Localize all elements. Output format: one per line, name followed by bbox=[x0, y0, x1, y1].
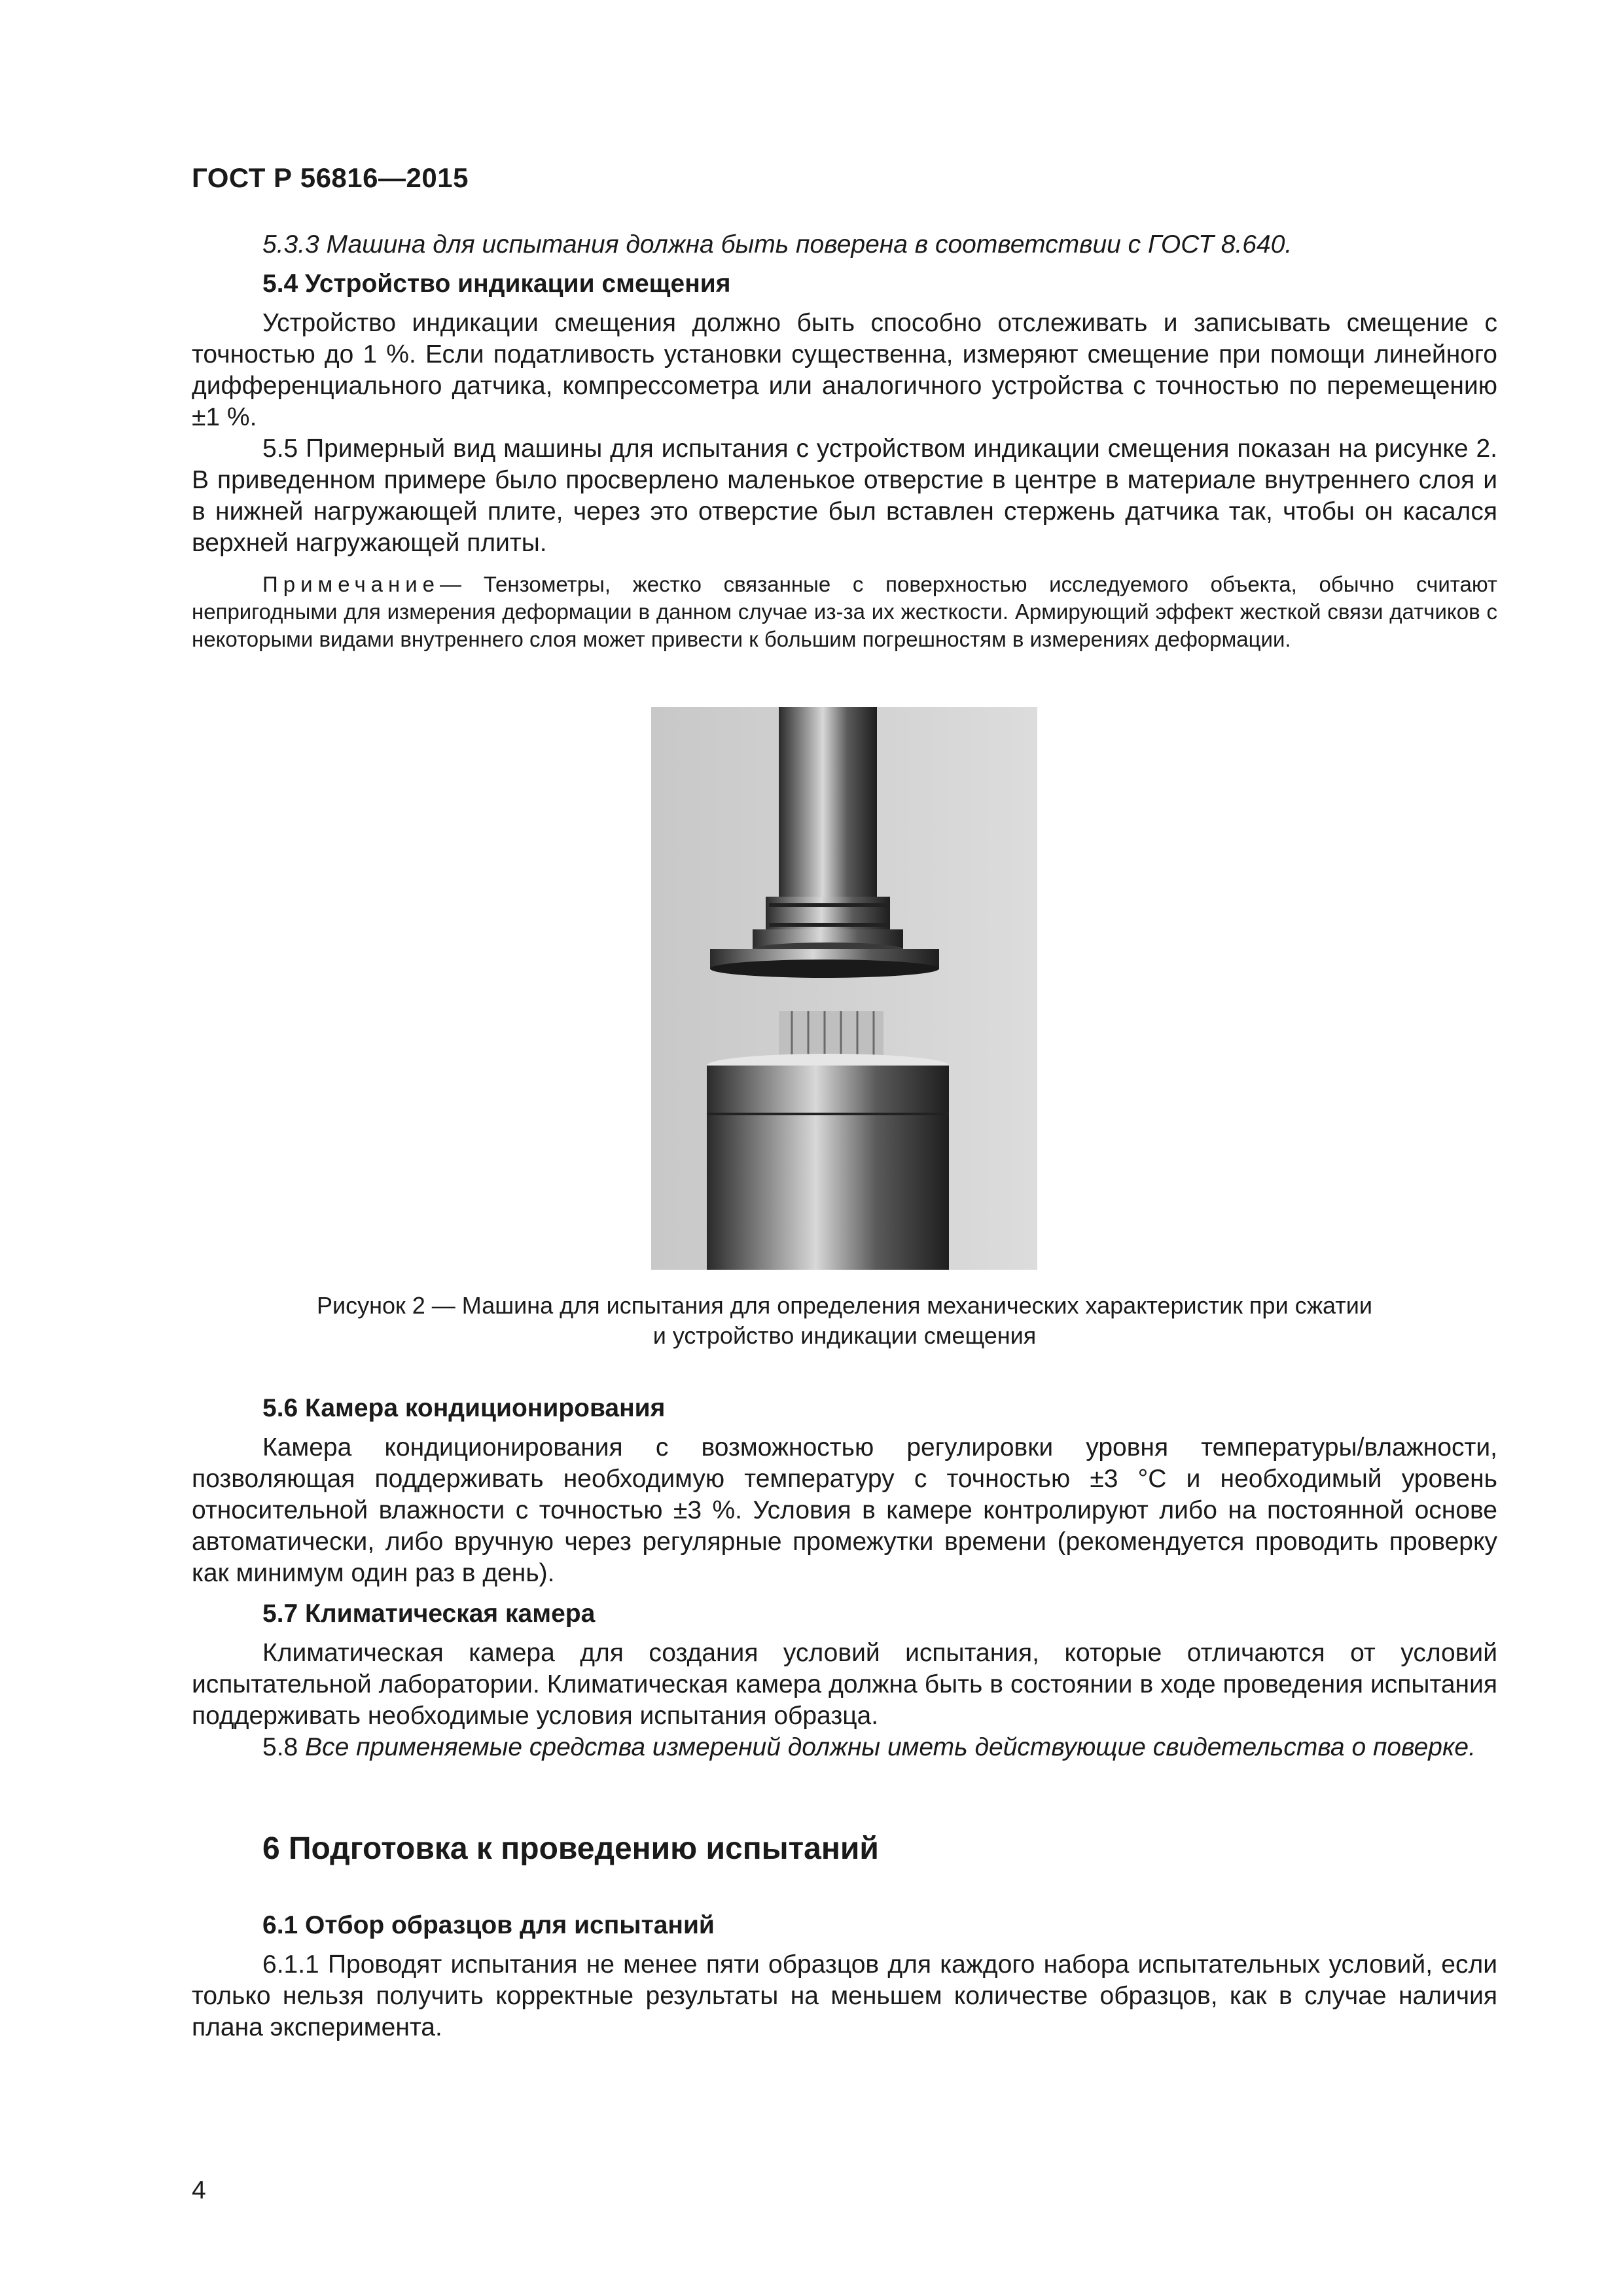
clause-5-8-number: 5.8 bbox=[262, 1733, 298, 1761]
note-paragraph bbox=[192, 571, 1497, 653]
testing-machine-illustration bbox=[651, 707, 1037, 1270]
caption-line-1: Рисунок 2 — Машина для испытания для определения механических характеристик при сжатии bbox=[317, 1292, 1372, 1319]
section-6 bbox=[192, 1829, 1497, 1869]
note-text: — Тензометры, жестко связанные с поверхностью исследуемого объекта, обычно считают непригодными для измерения деформации в данном случае из-за их жесткости. Армирующий эффект жесткой связи датчиков с некоторыми видами внутреннего слоя может привести к большим погрешностям в измерениях деформации. bbox=[192, 572, 1497, 651]
paragraph-5-3-3: 5.3.3 Машина для испытания должна быть поверена в соответствии с ГОСТ 8.640. bbox=[262, 230, 1293, 259]
paragraph-5-6: Камера кондиционирования с возможностью регулировки уровня температуры/влажности, позволяющая поддерживать необходимую температуру с точностью ±3 °С и необходимый уровень относительной влажности с точностью ±3 %. Условия в камере контролируют либо на постоянной основе автоматически, либо вручную через регулярные промежутки времени (рекомендуется проводить проверку как минимум один раз в день). bbox=[192, 1433, 1497, 1587]
heading-6-1: 6.1 Отбор образцов для испытаний bbox=[262, 1911, 715, 1939]
paragraph-5-5: 5.5 Примерный вид машины для испытания с устройством индикации смещения показан на рисунке 2. В приведенном примере было просверлено маленькое отверстие в центре в материале внутреннего слоя и в нижней нагружающей плите, через это отверстие был вставлен стержень датчика так, чтобы он касался верхней нагружающей плиты. bbox=[192, 435, 1497, 557]
heading-5-6: 5.6 Камера кондиционирования bbox=[262, 1394, 666, 1422]
heading-5-7: 5.7 Климатическая камера bbox=[262, 1600, 596, 1628]
figure-2-photo bbox=[651, 707, 1037, 1270]
figure-2-caption bbox=[192, 1291, 1497, 1351]
note-label: Примечание bbox=[262, 572, 440, 596]
clause-5-7 bbox=[192, 1598, 1497, 1763]
page-number: 4 bbox=[192, 2176, 206, 2204]
paragraph-5-7: Климатическая камера для создания условий испытания, которые отличаются от условий испытательной лаборатории. Климатическая камера должна быть в состоянии в ходе проведения испытания поддерживать необходимые условия испытания образца. bbox=[192, 1639, 1497, 1730]
note-block bbox=[192, 571, 1497, 653]
clause-5-4 bbox=[192, 268, 1497, 559]
paragraph-6-1-1: 6.1.1 Проводят испытания не менее пяти образцов для каждого набора испытательных условий, если только нельзя получить корректные результаты на меньшем количестве образцов, как в случае наличия плана эксперимента. bbox=[192, 1950, 1497, 2041]
clause-6-1 bbox=[192, 1910, 1497, 2043]
clause-5-3-3 bbox=[192, 229, 1497, 260]
document-code: ГОСТ Р 56816—2015 bbox=[192, 162, 469, 193]
heading-6: 6 Подготовка к проведению испытаний bbox=[262, 1831, 879, 1866]
paragraph-5-4: Устройство индикации смещения должно быть способно отслеживать и записывать смещение с точностью до 1 %. Если податливость установки существенна, измеряют смещение при помощи линейного дифференциального датчика, компрессометра или аналогичного устройства с точностью по перемещению ±1 %. bbox=[192, 309, 1497, 431]
clause-5-8-text: Все применяемые средства измерений должны иметь действующие свидетельства о поверке. bbox=[305, 1733, 1476, 1761]
heading-5-4: 5.4 Устройство индикации смещения bbox=[262, 270, 731, 298]
paragraph-5-8 bbox=[192, 1732, 1497, 1763]
clause-5-6 bbox=[192, 1393, 1497, 1589]
caption-line-2: и устройство индикации смещения bbox=[652, 1322, 1037, 1349]
